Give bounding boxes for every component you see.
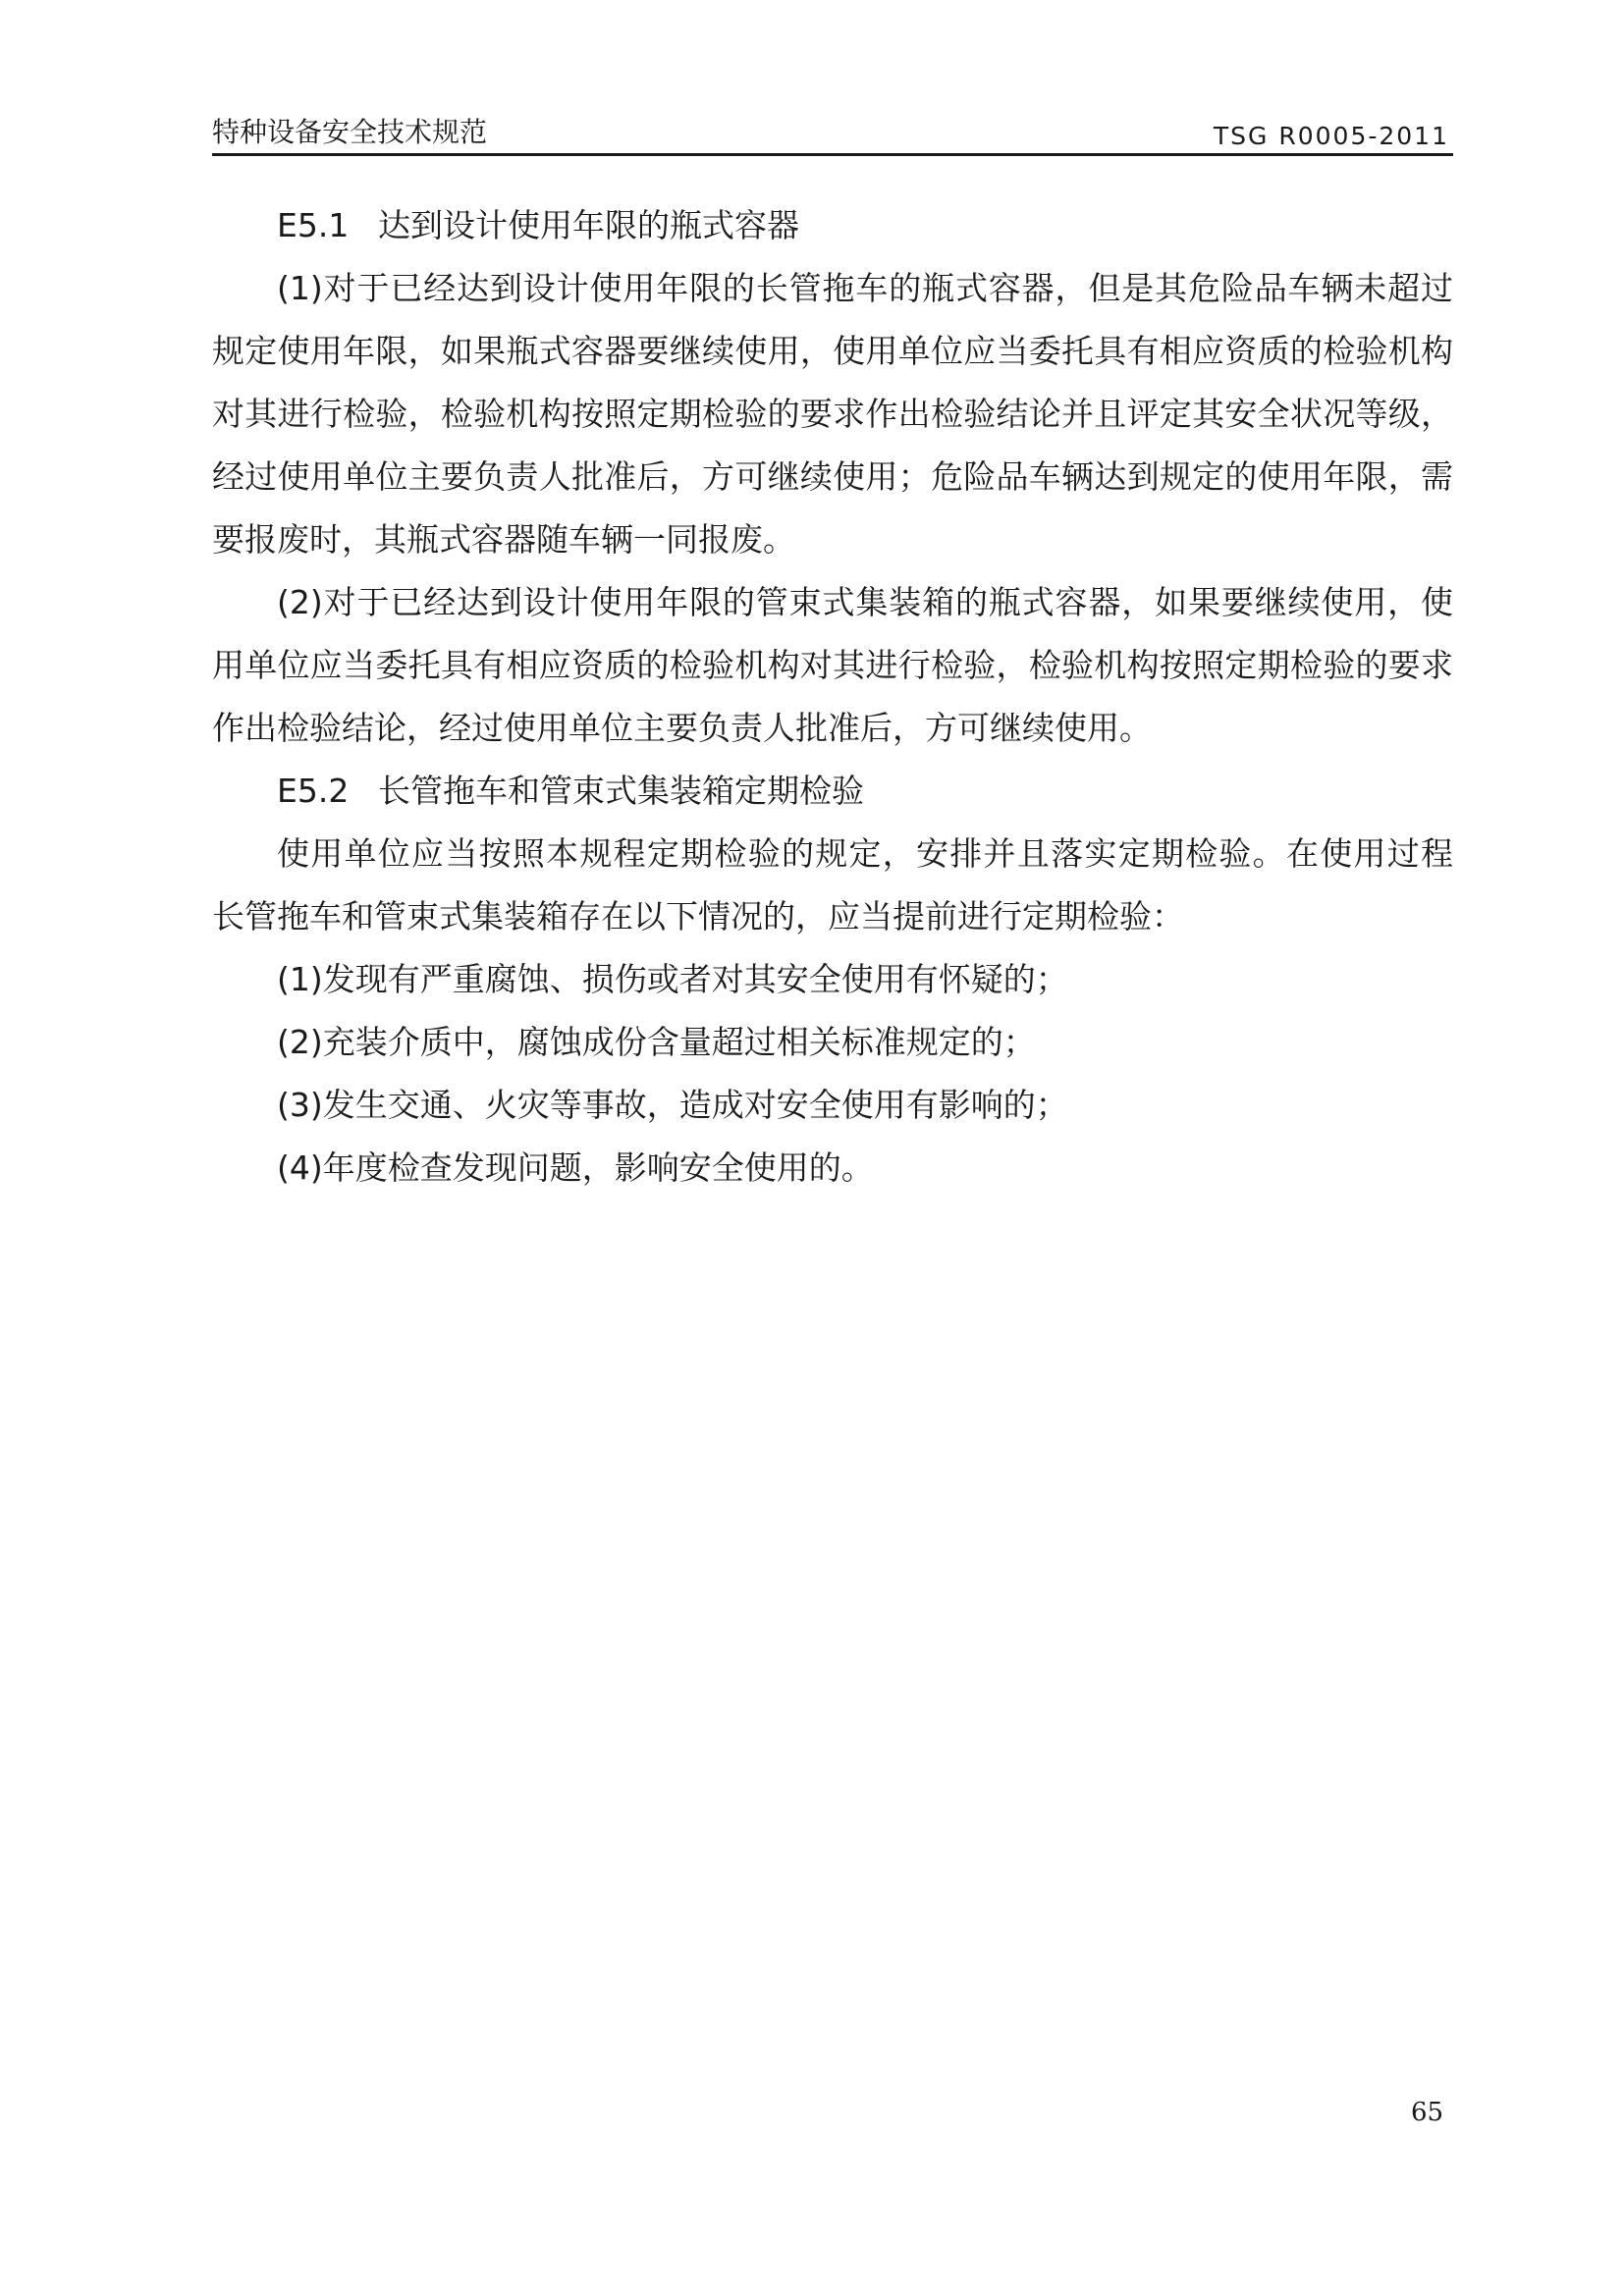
paragraph-line: 对其进行检验，检验机构按照定期检验的要求作出检验结论并且评定其安全状况等级， (212, 395, 1453, 433)
paragraph-line: 经过使用单位主要负责人批准后，方可继续使用；危险品车辆达到规定的使用年限，需 (212, 457, 1453, 496)
paragraph-line: 长管拖车和管束式集装箱存在以下情况的，应当提前进行定期检验： (212, 897, 1184, 935)
list-item: (3)发生交通、火灾等事故，造成对安全使用有影响的； (277, 1086, 1068, 1124)
paragraph-line: 作出检验结论，经过使用单位主要负责人批准后，方可继续使用。 (212, 709, 1152, 747)
paragraph (212, 571, 1453, 760)
list-item: (1)发现有严重腐蚀、损伤或者对其安全使用有怀疑的； (277, 960, 1068, 998)
section-title: 达到设计使用年限的瓶式容器 (378, 206, 799, 244)
paragraph-line: (1)对于已经达到设计使用年限的长管拖车的瓶式容器，但是其危险品车辆未超过 (277, 269, 1453, 307)
header-title: 特种设备安全技术规范 (212, 116, 488, 148)
header-code: TSG R0005-2011 (1213, 122, 1449, 150)
list-item: (4)年度检查发现问题，影响安全使用的。 (277, 1148, 874, 1187)
section-number: E5.2 (277, 772, 350, 810)
page-body (212, 194, 1453, 1200)
section-heading (212, 760, 1453, 823)
running-header (212, 118, 1453, 156)
section-heading (212, 194, 1453, 257)
paragraph-line: (2)对于已经达到设计使用年限的管束式集装箱的瓶式容器，如果要继续使用，使 (277, 583, 1453, 621)
paragraph-line: 用单位应当委托具有相应资质的检验机构对其进行检验，检验机构按照定期检验的要求 (212, 646, 1453, 684)
paragraph (212, 823, 1453, 948)
paragraph-line: 使用单位应当按照本规程定期检验的规定，安排并且落实定期检验。在使用过程 (277, 834, 1453, 873)
section-title: 长管拖车和管束式集装箱定期检验 (378, 772, 864, 810)
paragraph-line: 要报废时，其瓶式容器随车辆一同报废。 (212, 520, 795, 559)
paragraph (212, 257, 1453, 571)
list-item: (2)充装介质中，腐蚀成份含量超过相关标准规定的； (277, 1023, 1036, 1061)
section-number: E5.1 (277, 206, 350, 244)
paragraph-line: 规定使用年限，如果瓶式容器要继续使用，使用单位应当委托具有相应资质的检验机构 (212, 332, 1453, 370)
page-number: 65 (1411, 2098, 1444, 2127)
